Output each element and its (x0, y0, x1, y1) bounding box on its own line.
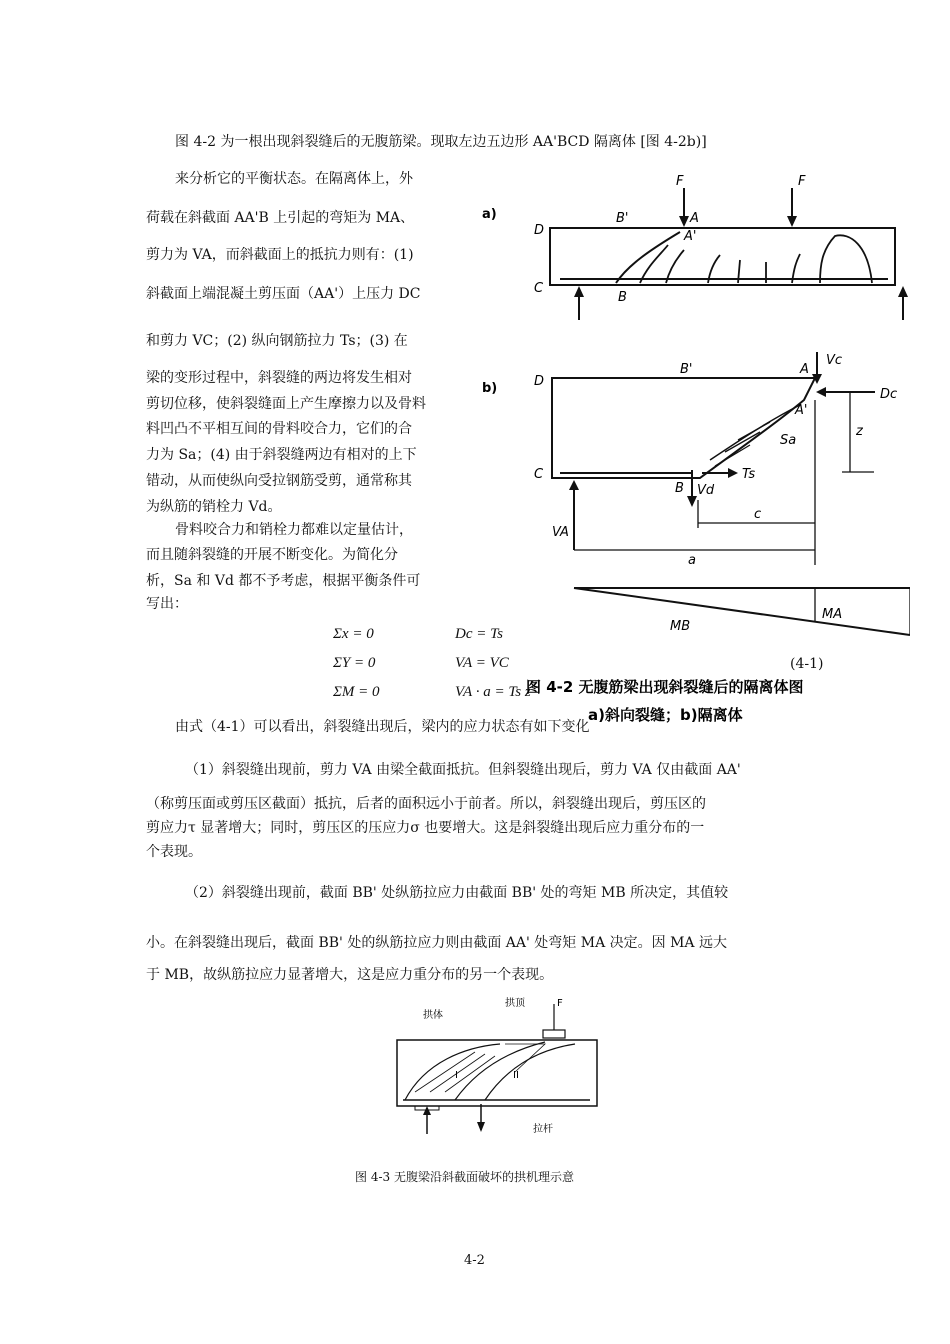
diagonal-crack (616, 232, 680, 283)
label-VA: VA (552, 525, 569, 540)
label-A: A (800, 362, 809, 377)
label-Vd: Vd (697, 483, 715, 498)
label-B-prime: B' (616, 211, 629, 226)
label-C: C (534, 281, 544, 296)
equation-2-left: ΣY = 0 (333, 655, 376, 671)
label-Dc: Dc (880, 387, 898, 402)
label-F: F (676, 174, 684, 189)
label-F: F (798, 174, 806, 189)
paragraph-line: 错动，从而使纵向受拉钢筋受剪，通常称其 (146, 473, 412, 489)
paragraph-line: 图 4-2 为一根出现斜裂缝后的无腹筋梁。现取左边五边形 AA'BCD 隔离体 [图 4-2b)] (175, 134, 707, 150)
paragraph-line: 析，Sa 和 Vd 都不予考虑，根据平衡条件可 (146, 573, 421, 589)
label-z: z (856, 424, 863, 439)
label-B: B (675, 481, 684, 496)
label-MA: MA (822, 607, 843, 622)
paragraph-line: 于 MB，故纵筋拉应力显著增大，这是应力重分布的另一个表现。 (146, 967, 554, 983)
label-Ts: Ts (742, 467, 756, 482)
paragraph-line: 小。在斜裂缝出现后，截面 BB' 处的纵筋拉应力则由截面 AA' 处弯矩 MA 决定。因 MA 远大 (146, 935, 727, 951)
moment-diagram (574, 588, 910, 635)
paragraph-line: 写出： (146, 596, 188, 612)
label-F: F (557, 998, 563, 1009)
label-B-prime: B' (680, 362, 693, 377)
paragraph-line: 来分析它的平衡状态。在隔离体上，外 (175, 171, 413, 187)
label-arch-top: 拱顶 (505, 998, 525, 1009)
label-A-prime: A' (684, 229, 697, 244)
paragraph-line: 剪切位移，使斜裂缝面上产生摩擦力以及骨料 (146, 396, 426, 412)
paragraph-line: 力为 Sa；(4) 由于斜裂缝两边有相对的上下 (146, 447, 417, 463)
paragraph-line: 由式（4-1）可以看出，斜裂缝出现后，梁内的应力状态有如下变化 (175, 719, 590, 735)
equation-number: (4-1) (790, 656, 824, 672)
paragraph-line: 骨料咬合力和销栓力都难以定量估计， (175, 522, 413, 538)
label-arch-body: 拱体 (423, 1010, 443, 1021)
equation-1-left: Σx = 0 (333, 626, 374, 642)
paragraph-line: 梁的变形过程中，斜裂缝的两边将发生相对 (146, 370, 412, 386)
paragraph-line: 而且随斜裂缝的开展不断变化。为简化分 (146, 547, 398, 563)
beam-outline (550, 228, 895, 285)
paragraph-line: （称剪压面或剪压区截面）抵抗，后者的面积远小于前者。所以，斜裂缝出现后，剪压区的 (146, 796, 706, 812)
label-Sa: Sa (780, 433, 797, 448)
label-D: D (534, 374, 545, 389)
label-C: C (534, 467, 544, 482)
figure-caption: 图 4-3 无腹梁沿斜截面破坏的拱机理示意 (355, 1170, 574, 1184)
label-II: II (513, 1070, 519, 1081)
label-Vc: Vc (826, 353, 843, 368)
equation-1-right: Dc = Ts (455, 626, 503, 642)
label-A: A (690, 211, 699, 226)
equation-2-right: VA = VC (455, 655, 509, 671)
figure-label-b: b) (482, 381, 498, 396)
paragraph-line: 斜截面上端混凝土剪压面（AA'）上压力 DC (146, 286, 421, 302)
page-number: 4-2 (464, 1253, 485, 1268)
equation-3-right: VA · a = Ts z (455, 684, 531, 700)
label-B: B (618, 290, 627, 305)
paragraph-line: 荷载在斜截面 AA'B 上引起的弯矩为 MA、 (146, 210, 415, 226)
free-body-outline (552, 378, 815, 478)
label-MB: MB (670, 619, 691, 634)
figure-label-a: a) (482, 207, 497, 222)
figure-4-3 (385, 992, 615, 1142)
label-D: D (534, 223, 545, 238)
label-tie: 拉杆 (533, 1124, 553, 1135)
figure-caption: 图 4-2 无腹筋梁出现斜裂缝后的隔离体图 (526, 678, 804, 696)
paragraph-line: 和剪力 VC；(2) 纵向钢筋拉力 Ts；(3) 在 (146, 333, 408, 349)
paragraph-line: （2）斜裂缝出现前，截面 BB' 处纵筋拉应力由截面 BB' 处的弯矩 MB 所决定，其值较 (185, 885, 729, 901)
paragraph-line: 料凹凸不平相互间的骨料咬合力，它们的合 (146, 421, 412, 437)
label-A-prime: A' (795, 403, 808, 418)
figure-4-2 (470, 170, 910, 725)
paragraph-line: 剪力为 VA，而斜截面上的抵抗力则有：(1) (146, 247, 414, 263)
paragraph-line: 剪应力τ 显著增大；同时，剪压区的压应力σ 也要增大。这是斜裂缝出现后应力重分布的一 (146, 820, 705, 836)
figure-subcaption: a)斜向裂缝；b)隔离体 (588, 706, 743, 724)
label-I: I (455, 1070, 458, 1081)
paragraph-line: （1）斜裂缝出现前，剪力 VA 由梁全截面抵抗。但斜裂缝出现后，剪力 VA 仅由截面 AA' (185, 762, 741, 778)
label-c: c (754, 507, 762, 522)
label-a: a (688, 553, 696, 568)
paragraph-line: 个表现。 (146, 844, 202, 860)
paragraph-line: 为纵筋的销栓力 Vd。 (146, 499, 282, 515)
equation-3-left: ΣM = 0 (333, 684, 380, 700)
